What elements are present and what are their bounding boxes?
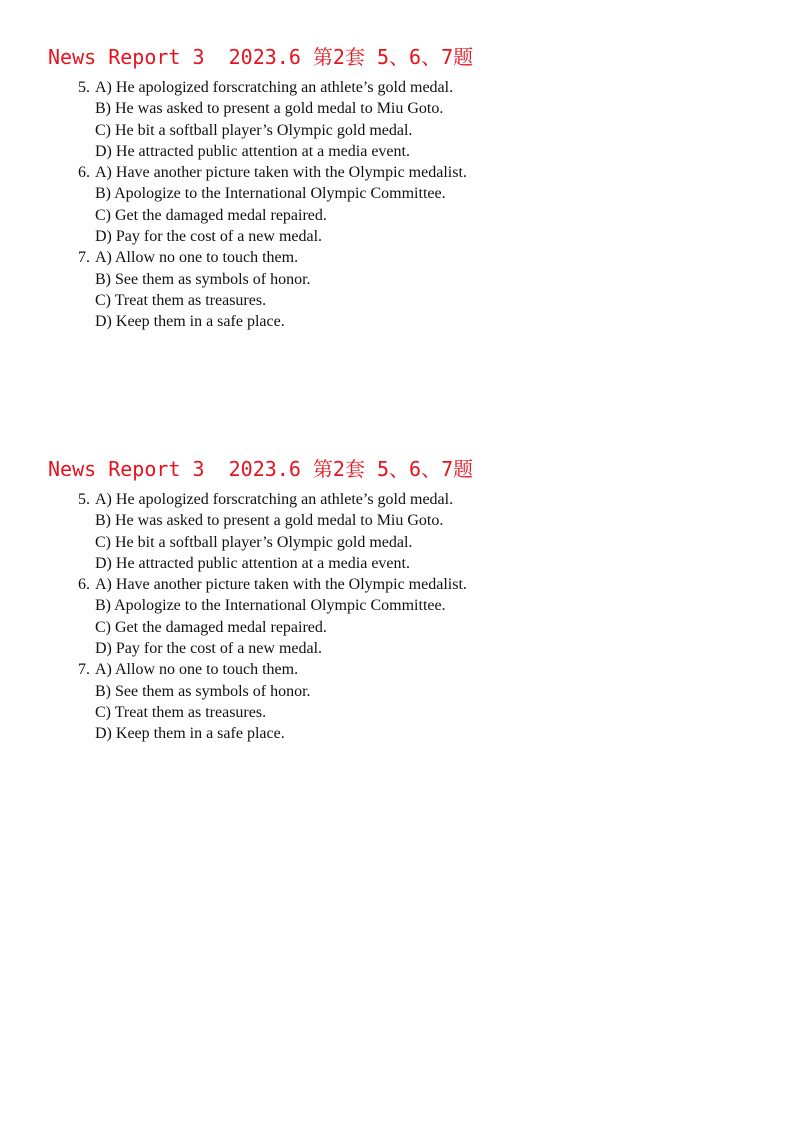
question-number: 7.: [78, 661, 90, 679]
question-6-option-a: [78, 162, 467, 183]
title: News Report 3 2023.6 第2套 5、6、7题: [48, 457, 474, 481]
question-number: 5.: [78, 79, 90, 96]
question-6-option-b: B) Apologize to the International Olympic Committee.: [95, 185, 446, 203]
question-5-option-a: [78, 77, 467, 98]
question-number: 7.: [78, 249, 90, 267]
question-6-option-c: C) Get the damaged medal repaired.: [95, 206, 327, 224]
question-5-option-b: B) He was asked to present a gold medal to Miu Goto.: [95, 512, 444, 530]
question-5-option-c: C) He bit a softball player’s Olympic gold medal.: [95, 533, 413, 551]
title: News Report 3 2023.6 第2套 5、6、7题: [48, 45, 474, 69]
question-5-option-d: D) He attracted public attention at a media event.: [95, 554, 410, 572]
option-text: A) He apologized forscratching an athlete’s gold medal.: [95, 79, 454, 96]
question-7-option-b: B) See them as symbols of honor.: [95, 682, 311, 700]
question-6-option-b: B) Apologize to the International Olympic Committee.: [95, 597, 446, 615]
option-text: A) Have another picture taken with the Olympic medalist.: [95, 164, 467, 182]
question-7-option-d: D) Keep them in a safe place.: [95, 313, 285, 331]
question-list: [78, 77, 467, 333]
question-5-option-a: [78, 489, 467, 510]
question-6-option-c: C) Get the damaged medal repaired.: [95, 618, 327, 636]
option-text: A) Have another picture taken with the Olympic medalist.: [95, 576, 467, 594]
question-7-option-a: [78, 659, 467, 680]
question-7-option-b: B) See them as symbols of honor.: [95, 270, 311, 288]
question-number: 6.: [78, 164, 90, 182]
question-number: 5.: [78, 491, 90, 508]
question-7-option-c: C) Treat them as treasures.: [95, 703, 267, 721]
question-5-option-d: D) He attracted public attention at a media event.: [95, 142, 410, 160]
question-6-option-a: [78, 574, 467, 595]
question-7-option-c: C) Treat them as treasures.: [95, 291, 267, 309]
option-text: A) Allow no one to touch them.: [95, 661, 299, 679]
question-7-option-a: [78, 247, 467, 268]
question-6-option-d: D) Pay for the cost of a new medal.: [95, 640, 323, 658]
option-text: A) Allow no one to touch them.: [95, 249, 299, 267]
option-text: A) He apologized forscratching an athlete’s gold medal.: [95, 491, 454, 508]
question-5-option-c: C) He bit a softball player’s Olympic gold medal.: [95, 121, 413, 139]
question-7-option-d: D) Keep them in a safe place.: [95, 725, 285, 743]
question-6-option-d: D) Pay for the cost of a new medal.: [95, 228, 323, 246]
question-list: [78, 489, 467, 745]
question-number: 6.: [78, 576, 90, 594]
question-5-option-b: B) He was asked to present a gold medal to Miu Goto.: [95, 100, 444, 118]
